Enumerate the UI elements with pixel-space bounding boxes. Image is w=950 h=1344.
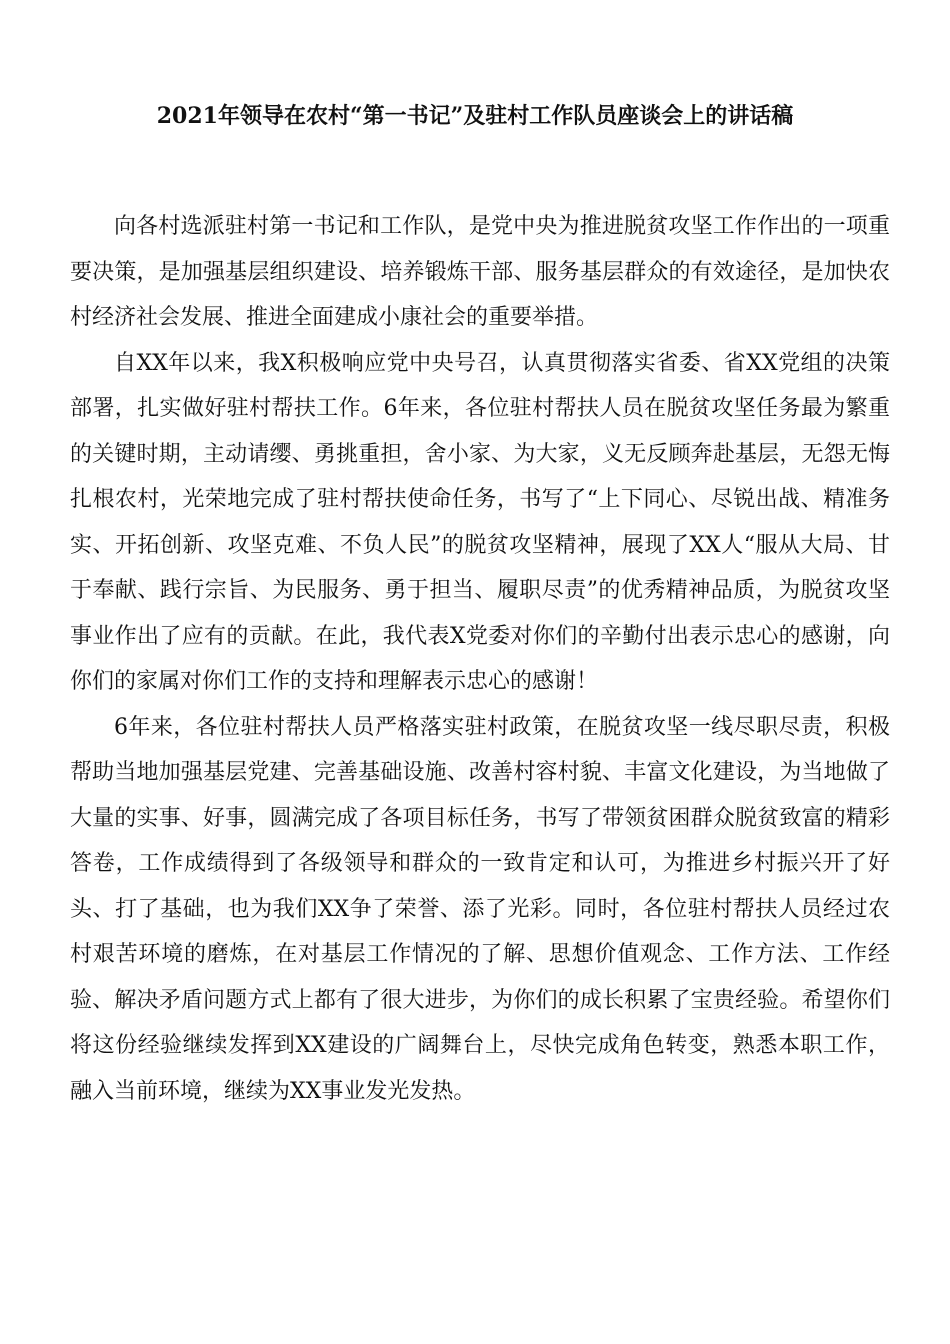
paragraph-achievements: 自XX年以来，我X积极响应党中央号召，认真贯彻落实省委、省XX党组的决策部署，扎实做好驻村帮扶工作。6年来，各位驻村帮扶人员在脱贫攻坚任务最为繁重的关键时期，主动请缨、勇挑重担，舍小家、为大家，义无反顾奔赴基层，无怨无悔扎根农村，光荣地完成了驻村帮扶使命任务，书写了“上下同心、尽锐出战、精准务实、开拓创新、攻坚克难、不负人民”的脱贫攻坚精神，展现了XX人“服从大局、甘于奉献、践行宗旨、为民服务、勇于担当、履职尽责”的优秀精神品质，为脱贫攻坚事业作出了应有的贡献。在此，我代表X党委对你们的辛勤付出表示忠心的感谢，向你们的家属对你们工作的支持和理解表示忠心的感谢！ xyxy=(70,350,890,694)
document-body xyxy=(70,204,890,1114)
paragraph-contributions: 6年来，各位驻村帮扶人员严格落实驻村政策，在脱贫攻坚一线尽职尽责，积极帮助当地加强基层党建、完善基础设施、改善村容村貌、丰富文化建设，为当地做了大量的实事、好事，圆满完成了各项目标任务，书写了带领贫困群众脱贫致富的精彩答卷，工作成绩得到了各级领导和群众的一致肯定和认可，为推进乡村振兴开了好头、打了基础，也为我们XX争了荣誉、添了光彩。同时，各位驻村帮扶人员经过农村艰苦环境的磨炼，在对基层工作情况的了解、思想价值观念、工作方法、工作经验、解决矛盾问题方式上都有了很大进步，为你们的成长积累了宝贵经验。希望你们将这份经验继续发挥到XX建设的广阔舞台上，尽快完成角色转变，熟悉本职工作，融入当前环境，继续为XX事业发光发热。 xyxy=(70,714,890,1104)
document-title: 2021年领导在农村“第一书记”及驻村工作队员座谈会上的讲话稿 xyxy=(156,103,794,129)
paragraph-intro: 向各村选派驻村第一书记和工作队，是党中央为推进脱贫攻坚工作作出的一项重要决策，是加强基层组织建设、培养锻炼干部、服务基层群众的有效途径，是加快农村经济社会发展、推进全面建成小康社会的重要举措。 xyxy=(70,214,890,330)
